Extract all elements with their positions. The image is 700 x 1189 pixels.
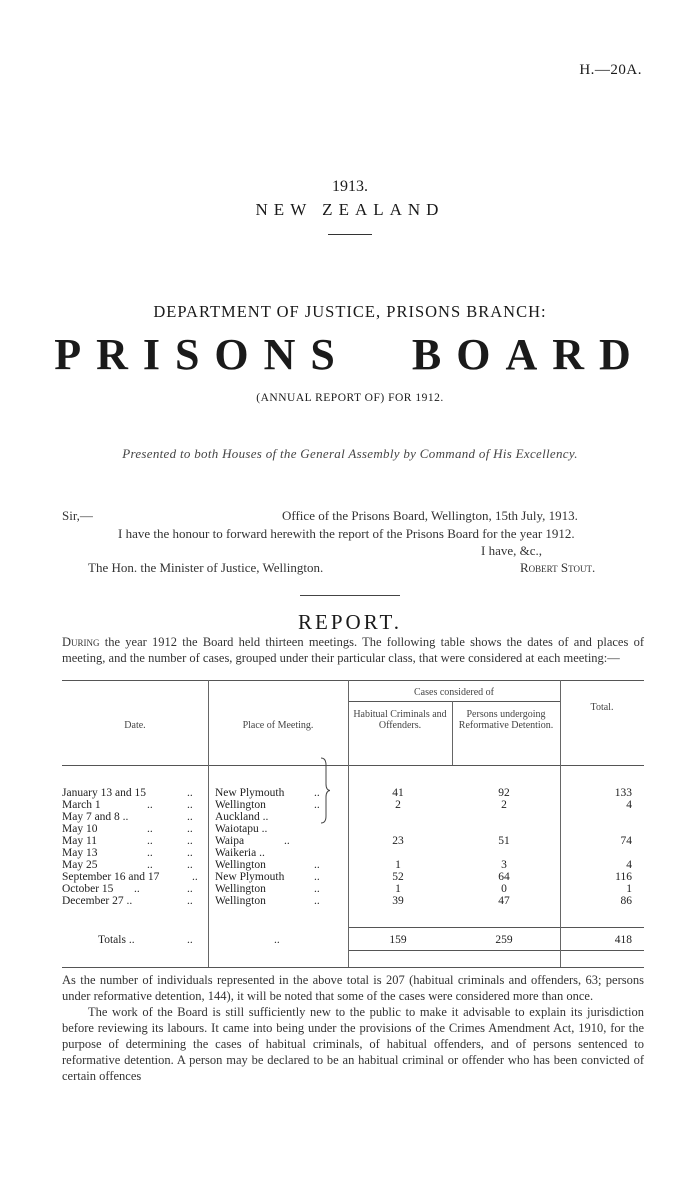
cell-total: 1 (626, 883, 632, 895)
leader-dots: .. (187, 895, 193, 907)
grouping-brace (320, 757, 330, 824)
table-row (62, 895, 644, 907)
table-row (62, 847, 644, 859)
cell-total: 86 (620, 895, 632, 907)
intro-lead-word: During (62, 635, 100, 649)
cell-place: Waipa (215, 835, 245, 847)
group-header-rule (348, 701, 560, 702)
leader-dots: .. (187, 823, 193, 835)
letter-closing: I have, &c., (481, 543, 543, 558)
leader-dots: .. (147, 823, 153, 835)
grouped-total: 74 (620, 835, 632, 847)
column-header-date: Date. (124, 720, 146, 731)
leader-dots: .. (187, 859, 193, 871)
leader-dots: .. (314, 871, 320, 883)
leader-dots: .. (187, 847, 193, 859)
title-divider (328, 234, 372, 235)
cell-habitual: 52 (392, 871, 404, 883)
cell-habitual: 41 (392, 787, 404, 799)
leader-dots: .. (187, 811, 193, 823)
cell-place: Waikeria .. (215, 847, 265, 859)
department-heading: DEPARTMENT OF JUSTICE, PRISONS BRANCH: (153, 302, 547, 321)
cell-reformative: 47 (498, 895, 510, 907)
cell-reformative: 92 (498, 787, 510, 799)
leader-dots: .. (147, 799, 153, 811)
totals-habitual: 159 (389, 934, 407, 946)
cell-date: May 7 and 8 .. (62, 811, 129, 823)
table-row (62, 799, 644, 811)
totals-total: 418 (614, 934, 632, 946)
leader-dots: .. (314, 883, 320, 895)
cell-total: 4 (626, 799, 632, 811)
cell-habitual: 2 (395, 799, 401, 811)
country-heading: NEW ZEALAND (255, 200, 445, 219)
cell-reformative: 3 (501, 859, 507, 871)
leader-dots: .. (284, 835, 290, 847)
cell-place: Auckland .. (215, 811, 269, 823)
cell-place: New Plymouth (215, 871, 285, 883)
page-title: PRISONS BOARD (54, 330, 646, 379)
leader-dots: .. (187, 799, 193, 811)
letter-signature: Robert Stout. (520, 560, 596, 575)
leader-dots: .. (274, 934, 280, 946)
cell-date: September 16 and 17 (62, 871, 160, 883)
cell-date: May 10 (62, 823, 98, 835)
totals-row (62, 934, 644, 946)
cell-habitual: 1 (395, 883, 401, 895)
cell-total: 133 (614, 787, 632, 799)
table-top-rule (62, 680, 644, 681)
page-subtitle: (ANNUAL REPORT OF) FOR 1912. (256, 392, 444, 404)
leader-dots: .. (147, 847, 153, 859)
report-heading: REPORT. (298, 610, 402, 634)
leader-dots: .. (187, 835, 193, 847)
column-header-habitual: Habitual Criminals and Offenders. (353, 709, 447, 731)
leader-dots: .. (147, 859, 153, 871)
leader-dots: .. (314, 859, 320, 871)
cell-reformative: 2 (501, 799, 507, 811)
report-intro-paragraph (62, 634, 644, 666)
totals-bottom-rule (348, 950, 644, 951)
leader-dots: .. (187, 787, 193, 799)
leader-dots: .. (134, 883, 140, 895)
column-header-reformative: Persons undergoing Reformative Detention. (458, 709, 554, 731)
cell-reformative: 64 (498, 871, 510, 883)
leader-dots: .. (314, 799, 320, 811)
cell-habitual: 39 (392, 895, 404, 907)
leader-dots: .. (187, 883, 193, 895)
report-body-paragraphs (62, 972, 644, 1084)
leader-dots: .. (187, 934, 193, 946)
leader-dots: .. (314, 895, 320, 907)
column-header-total: Total. (590, 702, 614, 713)
table-row (62, 811, 644, 823)
cell-habitual: 1 (395, 859, 401, 871)
cell-date: December 27 .. (62, 895, 133, 907)
table-row (62, 859, 644, 871)
cell-place: Wellington (215, 883, 266, 895)
meetings-table (62, 680, 644, 968)
grouped-habitual: 23 (392, 835, 404, 847)
document-year: 1913. (332, 178, 368, 195)
document-reference: H.—20A. (579, 62, 642, 78)
cell-place: Waiotapu .. (215, 823, 268, 835)
cell-place: Wellington (215, 859, 266, 871)
totals-reformative: 259 (495, 934, 513, 946)
table-row (62, 823, 644, 835)
cell-place: Wellington (215, 895, 266, 907)
letter-office-line: Office of the Prisons Board, Wellington, 15th July, 1913. (282, 508, 578, 523)
cell-total: 116 (615, 871, 632, 883)
presentation-note: Presented to both Houses of the General Assembly by Command of His Excellency. (122, 446, 578, 461)
letter-addressee: The Hon. the Minister of Justice, Wellington. (88, 560, 324, 575)
group-header: Cases considered of (414, 687, 494, 698)
column-divider (452, 701, 453, 765)
table-header-rule (62, 765, 644, 766)
grouped-reformative: 51 (498, 835, 510, 847)
cell-date: May 11 (62, 835, 98, 847)
cell-place: New Plymouth (215, 787, 285, 799)
cell-total: 4 (626, 859, 632, 871)
cell-date: October 15 (62, 883, 114, 895)
cell-date: May 25 (62, 859, 98, 871)
cell-reformative: 0 (501, 883, 507, 895)
cell-place: Wellington (215, 799, 266, 811)
totals-label: Totals .. (98, 934, 135, 946)
cell-date: May 13 (62, 847, 98, 859)
table-row (62, 787, 644, 799)
cell-date: January 13 and 15 (62, 787, 146, 799)
report-paragraph: As the number of individuals represented in the above total is 207 (habitual criminals and offenders, 63; persons under reformative detention, 144), it will be noted that some of the cases were considered more than once. (62, 973, 644, 1003)
section-divider (300, 595, 400, 596)
table-row (62, 883, 644, 895)
letter-salutation: Sir,— (62, 508, 93, 523)
leader-dots: .. (314, 787, 320, 799)
table-row (62, 871, 644, 883)
leader-dots: .. (192, 871, 198, 883)
letter-body: I have the honour to forward herewith the report of the Prisons Board for the year 1912. (118, 526, 575, 541)
intro-text: the year 1912 the Board held thirteen meetings. The following table shows the dates of and places of meeting, and the number of cases, grouped under their particular class, that were considered at each meeting:— (62, 635, 644, 665)
leader-dots: .. (147, 835, 153, 847)
column-header-place: Place of Meeting. (242, 720, 314, 731)
table-bottom-rule (62, 967, 644, 968)
cell-date: March 1 (62, 799, 101, 811)
report-paragraph: The work of the Board is still sufficiently new to the public to make it advisable to explain its jurisdiction before reviewing its labours. It came into being under the provisions of the Crimes Amendment Act, 1910, for the purpose of determining the cases of habitual criminals, of habitual offenders, and of persons sentenced to reformative detention. A person may be declared to be an habitual criminal or offender who has been convicted of certain offences (62, 1005, 644, 1083)
totals-rule (348, 927, 644, 928)
